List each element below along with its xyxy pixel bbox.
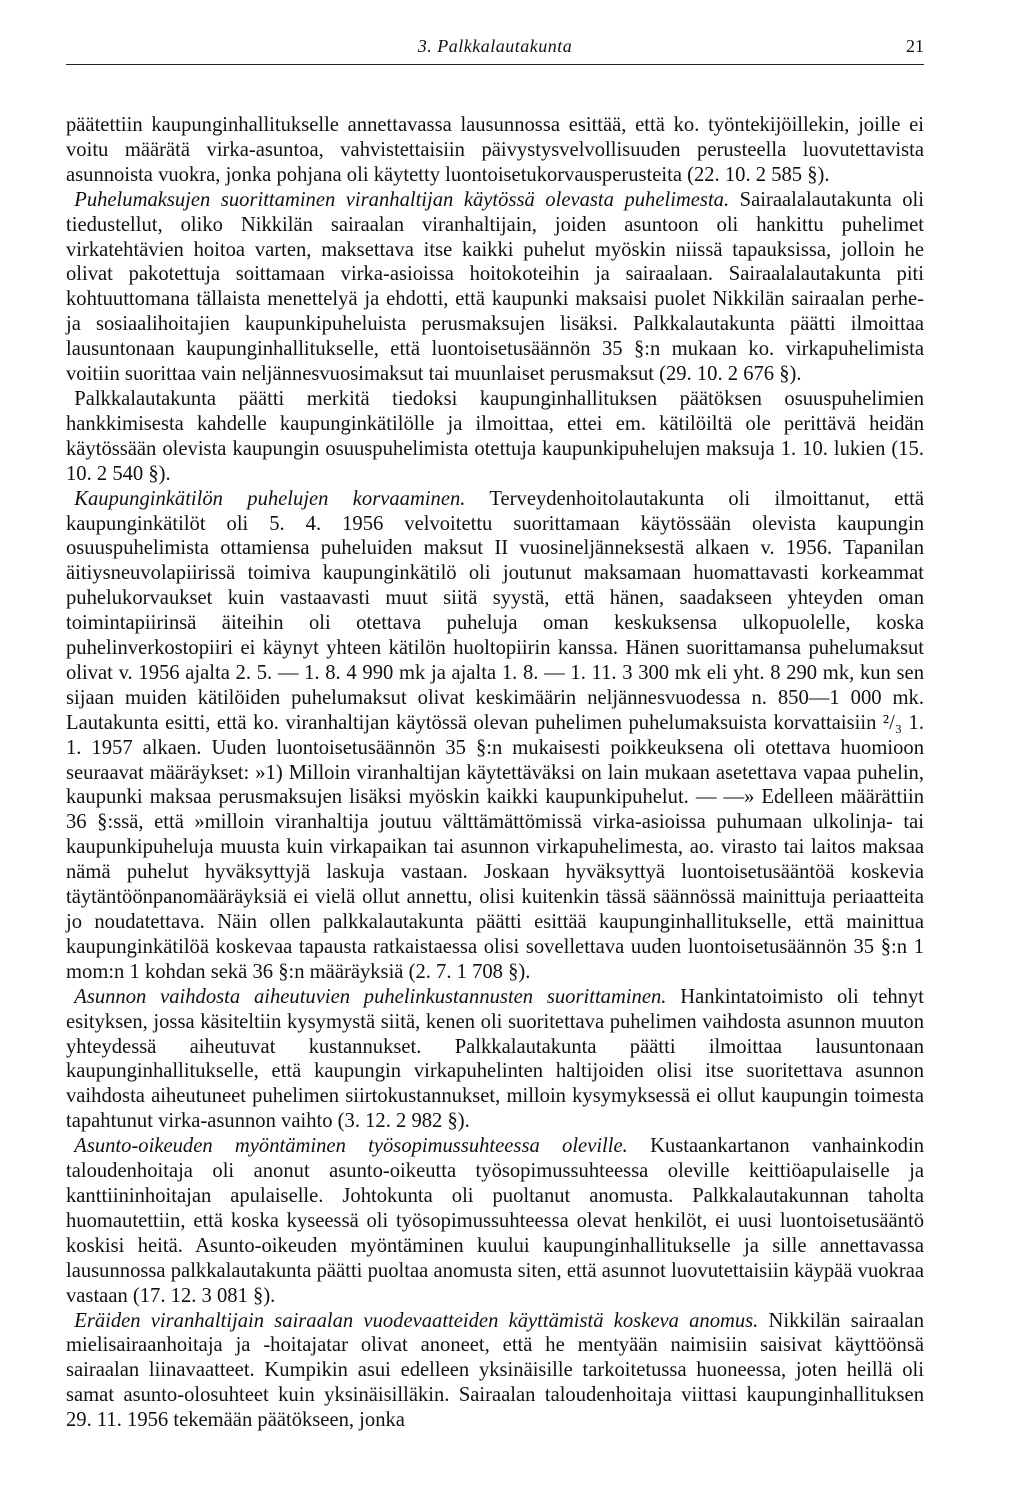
paragraph xyxy=(66,985,924,1134)
paragraph-text: Kustaankartanon vanhainkodin taloudenhoitaja oli anonut asunto-oikeutta työsopimussuhteessa oleville keittiöapulaiselle ja kanttiininhoitajan apulaiselle. Johtokunta oli puoltanut anomusta. Palkkalautakunnan taholta huomautettiin, että koska kyseessä oli työsopimussuhteessa olevat henkilöt, ei uusi luontoisetusääntö koskisi heitä. Asunto-oikeuden myöntäminen kuului kaupunginhallitukselle ja sille annettavassa lausunnossa palkkalautakunta päätti puoltaa anomusta siten, että asunnot luovutettaisiin käypää vuokraa vastaan (17. 12. 3 081 §). xyxy=(66,1135,924,1307)
paragraph-text: Nikkilän sairaalan mielisairaanhoitaja ja -hoitajatar olivat anoneet, että he mentyään naimisiin saisivat käyttöönsä sairaalan liinavaatteet. Kumpikin asui edelleen yksinäisille tarkoitetussa huoneessa, joten heillä oli samat asunto-olosuhteet kuin yksinäisilläkin. Sairaalan taloudenhoitaja viittasi kaupunginhallituksen 29. 11. 1956 tekemään päätökseen, jonka xyxy=(66,1309,924,1432)
paragraph xyxy=(66,387,924,487)
page-body xyxy=(66,113,924,1433)
paragraph xyxy=(66,1309,924,1434)
document-page xyxy=(66,30,924,1433)
paragraph-text: Sairaalalautakunta oli tiedustellut, oliko Nikkilän sairaalan viranhaltijain, joiden asuntoon oli hankittu puhelimet virkatehtävien hoitoa varten, maksettava itse kaikki puhelut myöskin niissä tapauksissa, jolloin he olivat pakotettuja soittamaan virka-asioissa hoitokoteihin ja sairaalaan. Sairaalalautakunta piti kohtuuttomana tällaista menettelyä ja ehdotti, että kaupunki maksaisi puolet Nikkilän sairaalan perhe- ja sosiaalihoitajien kaupunkipuheluista perusmaksujen lisäksi. Palkkalautakunta päätti ilmoittaa lausuntonaan kaupunginhallitukselle, että luontoisetusäännön 35 §:n mukaan ko. virkapuhelimista voitiin suorittaa vain neljännesvuosimaksut tai muunlaiset perusmaksut (29. 10. 2 676 §). xyxy=(66,188,924,386)
paragraph-heading: Eräiden viranhaltijain sairaalan vuodevaatteiden käyttämistä koskeva anomus. xyxy=(74,1309,759,1332)
paragraph-heading: Kaupunginkätilön puhelujen korvaaminen. xyxy=(74,487,466,510)
paragraph-heading: Asunnon vaihdosta aiheutuvien puhelinkustannusten suorittaminen. xyxy=(74,985,667,1008)
running-header xyxy=(66,30,924,65)
paragraph-text: Terveydenhoitolautakunta oli ilmoittanut, että kaupunginkätilöt oli 5. 4. 1956 velvoitettu suorittamaan käytössään olevista kaupungin osuuspuhelimista ottamiensa puheluiden maksut II vuosineljänneksestä alkaen v. 1956. Tapanilan äitiysneuvolapiirissä toimiva kaupunginkätilö oli joutunut maksamaan huomattavasti korkeammat puhelukorvaukset kuin vastaavasti muut siitä syystä, että hänen, saadakseen yhteyden oman toimintapiirinsä äiteihin oli otettava puheluja oman keskuksensa ulkopuolelle, koska puhelinverkostopiiri ei käynyt yhteen kätilön huoltopiirin kanssa. Hänen suorittamansa puhelumaksut olivat v. 1956 ajalta 2. 5. — 1. 8. 4 990 mk ja ajalta 1. 8. — 1. 11. 3 300 mk eli yht. 8 290 mk, kun sen sijaan muiden kätilöiden puhelumaksut olivat keskimäärin neljännesvuodessa n. 850—1 000 mk. Lautakunta esitti, että ko. viranhaltijan käytössä olevan puhelimen puhelumaksuista korvattaisiin ²/₃ 1. 1. 1957 alkaen. Uuden luontoisetusäännön 35 §:n mukaisesti poikkeuksena oli otettava huomioon seuraavat määräykset: »1) Milloin viranhaltijan käytettäväksi on lain mukaan asetettava vapaa puhelin, kaupunki maksaa perusmaksujen lisäksi myöskin kaikki kaupunkipuhelut. — —» Edelleen määrättiin 36 §:ssä, että »milloin viranhaltija joutuu välttämättömissä virka-asioissa puhumaan ulkolinja- tai kaupunkipuheluja muusta kuin virkapaikan tai asunnon virkapuhelimesta, ao. virasto tai laitos maksaa nämä puhelut hyväksyttyjä laskuja vastaan. Joskaan hyväksyttyä luontoisetusääntöä koskevia täytäntöönpanomääräyksiä ei vielä ollut annettu, olisi kuitenkin tässä säännössä mainittuja periaatteita jo noudatettava. Näin ollen palkkalautakunta päätti esittää kaupunginhallitukselle, että mainittua kaupunginkätilöä koskevaa tapausta ratkaistaessa olisi sovellettava uuden luontoisetusäännön 35 §:n 1 mom:n 1 kohdan sekä 36 §:n määräyksiä (2. 7. 1 708 §). xyxy=(66,487,924,983)
page-number: 21 xyxy=(906,36,924,56)
paragraph-text: Hankintatoimisto oli tehnyt esityksen, jossa käsiteltiin kysymystä siitä, kenen oli suoritettava puhelimen vaihdosta asunnon muuton yhteydessä aiheutuvat kustannukset. Palkkalautakunta päätti ilmoittaa lausuntonaan kaupunginhallitukselle, että kaupungin virkapuhelinten haltijoiden olisi itse suoritettava asunnon vaihdosta aiheutuneet puhelimen siirtokustannukset, milloin kysymyksessä ei ollut kaupungin toimesta tapahtunut virka-asunnon vaihto (3. 12. 2 982 §). xyxy=(66,985,924,1133)
paragraph-heading: Asunto-oikeuden myöntäminen työsopimussuhteessa oleville. xyxy=(74,1135,628,1158)
paragraph xyxy=(66,113,924,188)
paragraph-text: Palkkalautakunta päätti merkitä tiedoksi kaupunginhallituksen päätöksen osuuspuhelimien hankkimisesta kahdelle kaupunginkätilölle ja ilmoittaa, ettei em. kätilöiltä ole perittävä heidän käytössään olevista kaupungin osuuspuhelimista otettuja kaupunkipuhelujen maksuja 1. 10. lukien (15. 10. 2 540 §). xyxy=(66,387,924,485)
paragraph xyxy=(66,188,924,387)
section-title: 3. Palkkalautakunta xyxy=(417,36,573,56)
paragraph-text: päätettiin kaupunginhallitukselle annettavassa lausunnossa esittää, että ko. työntekijöillekin, joille ei voitu määrätä virka-asuntoa, vahvistettaisiin päivystysvelvollisuuden perusteella luovutettavista asunnoista vuokra, jonka pohjana oli käytetty luontoisetukorvausperusteita (22. 10. 2 585 §). xyxy=(66,114,924,186)
paragraph-heading: Puhelumaksujen suorittaminen viranhaltijan käytössä olevasta puhelimesta. xyxy=(74,188,730,211)
paragraph xyxy=(66,487,924,985)
paragraph xyxy=(66,1134,924,1308)
